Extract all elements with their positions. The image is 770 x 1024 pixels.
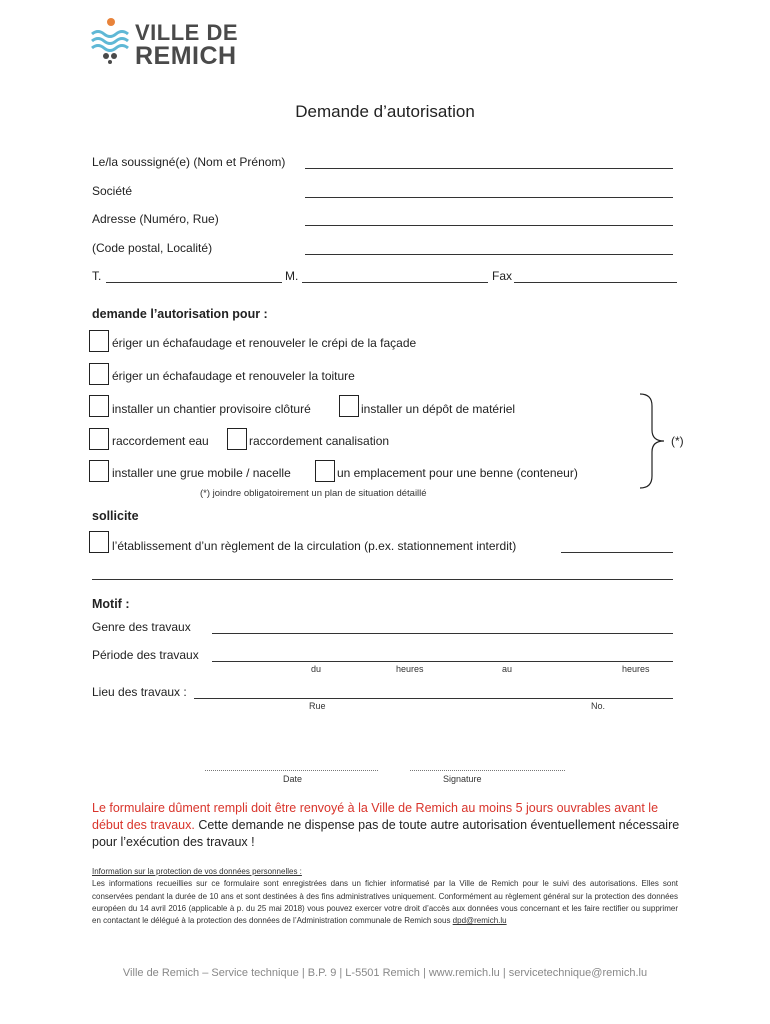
privacy-notice: [92, 866, 678, 927]
work-period-field[interactable]: [212, 661, 673, 662]
option-roof-label: ériger un échafaudage et renouveler la toiture: [112, 369, 355, 383]
request-heading: demande l’autorisation pour :: [92, 307, 268, 321]
phone-field[interactable]: [106, 282, 282, 283]
option-sewer-label: raccordement canalisation: [249, 434, 390, 448]
mobile-label: M.: [285, 269, 299, 283]
option-traffic-label: l’établissement d’un règlement de la circulation (p.ex. stationnement interdit): [112, 539, 517, 553]
date-field[interactable]: [205, 770, 378, 771]
form-title: Demande d’autorisation: [295, 102, 475, 121]
brace-mark: (*): [671, 434, 684, 448]
warning-black-text: Cette demande ne dispense pas de toute autre autorisation éventuellement nécessaire pour l’exécution des travaux !: [92, 818, 680, 849]
checkbox-facade[interactable]: [89, 330, 109, 352]
place-number-label: No.: [591, 701, 606, 711]
period-from-label: du: [311, 664, 322, 674]
checkbox-skip[interactable]: [315, 460, 335, 482]
period-to-label: au: [502, 664, 513, 674]
solicit-heading: sollicite: [92, 509, 139, 523]
privacy-body: Les informations recueillies sur ce formulaire sont enregistrées dans un fichier informatisé par la Ville de Remich pour le suivi des autorisations. Elles sont conservées pendant la durée de 10 ans et sont destinées à des fins administratives uniquement. Conformément au règlement général sur la protection des données européen du 14 avril 2016 (applicable à p. du 25 mai 2018) vous pouvez exercer votre droit d’accès aux données vous concernant et les faire rectifier ou supprimer en contactant le délégué à la protection des données de l’Administration communale de Remich sous: [92, 879, 678, 926]
mobile-field[interactable]: [302, 282, 488, 283]
footer-contact: Ville de Remich – Service technique | B.P. 9 | L-5501 Remich | www.remich.lu | servicetechnique@remich.lu: [122, 967, 648, 979]
ville-de-remich-logo: [90, 16, 132, 64]
traffic-field[interactable]: [561, 552, 673, 553]
phone-label: T.: [92, 269, 102, 283]
checkbox-water[interactable]: [89, 428, 109, 450]
option-skip-label: un emplacement pour une benne (conteneur): [337, 466, 578, 480]
period-hours2-label: heures: [622, 664, 650, 674]
checkbox-sewer[interactable]: [227, 428, 247, 450]
curly-brace-icon: [638, 392, 668, 490]
warning-red-text: Le formulaire dûment rempli doit être renvoyé à la Ville de Remich au moins 5 jours ouvrables avant le début des travaux.: [92, 801, 659, 832]
address-label: Adresse (Numéro, Rue): [92, 212, 219, 226]
submission-warning: [92, 800, 682, 851]
logo-line2: REMICH: [135, 42, 237, 70]
motive-heading: Motif :: [92, 597, 130, 611]
option-site-label: installer un chantier provisoire clôturé: [112, 402, 311, 416]
postal-field[interactable]: [305, 254, 673, 255]
name-label: Le/la soussigné(e) (Nom et Prénom): [92, 155, 286, 169]
postal-label: (Code postal, Localité): [92, 241, 213, 255]
name-field[interactable]: [305, 168, 673, 169]
checkbox-roof[interactable]: [89, 363, 109, 385]
company-label: Société: [92, 184, 133, 198]
work-type-field[interactable]: [212, 633, 673, 634]
signature-label: Signature: [443, 774, 482, 784]
checkbox-crane[interactable]: [89, 460, 109, 482]
work-period-label: Période des travaux: [92, 648, 199, 662]
place-street-label: Rue: [309, 701, 326, 711]
option-water-label: raccordement eau: [112, 434, 209, 448]
traffic-field-extra[interactable]: [92, 579, 673, 580]
privacy-heading: Information sur la protection de vos données personnelles :: [92, 867, 302, 876]
plan-note: (*) joindre obligatoirement un plan de situation détaillé: [200, 488, 427, 499]
checkbox-depot[interactable]: [339, 395, 359, 417]
checkbox-traffic[interactable]: [89, 531, 109, 553]
period-hours1-label: heures: [396, 664, 424, 674]
date-label: Date: [283, 774, 303, 784]
checkbox-site[interactable]: [89, 395, 109, 417]
work-place-label: Lieu des travaux :: [92, 685, 187, 699]
address-field[interactable]: [305, 225, 673, 226]
option-depot-label: installer un dépôt de matériel: [361, 402, 516, 416]
work-type-label: Genre des travaux: [92, 620, 191, 634]
work-place-field[interactable]: [194, 698, 673, 699]
logo-line1: VILLE DE: [135, 20, 239, 45]
company-field[interactable]: [305, 197, 673, 198]
dpo-email-link[interactable]: dpd@remich.lu: [452, 916, 507, 926]
option-facade-label: ériger un échafaudage et renouveler le crépi de la façade: [112, 336, 417, 350]
signature-field[interactable]: [410, 770, 565, 771]
fax-label: Fax: [492, 269, 513, 283]
fax-field[interactable]: [514, 282, 677, 283]
option-crane-label: installer une grue mobile / nacelle: [112, 466, 291, 480]
